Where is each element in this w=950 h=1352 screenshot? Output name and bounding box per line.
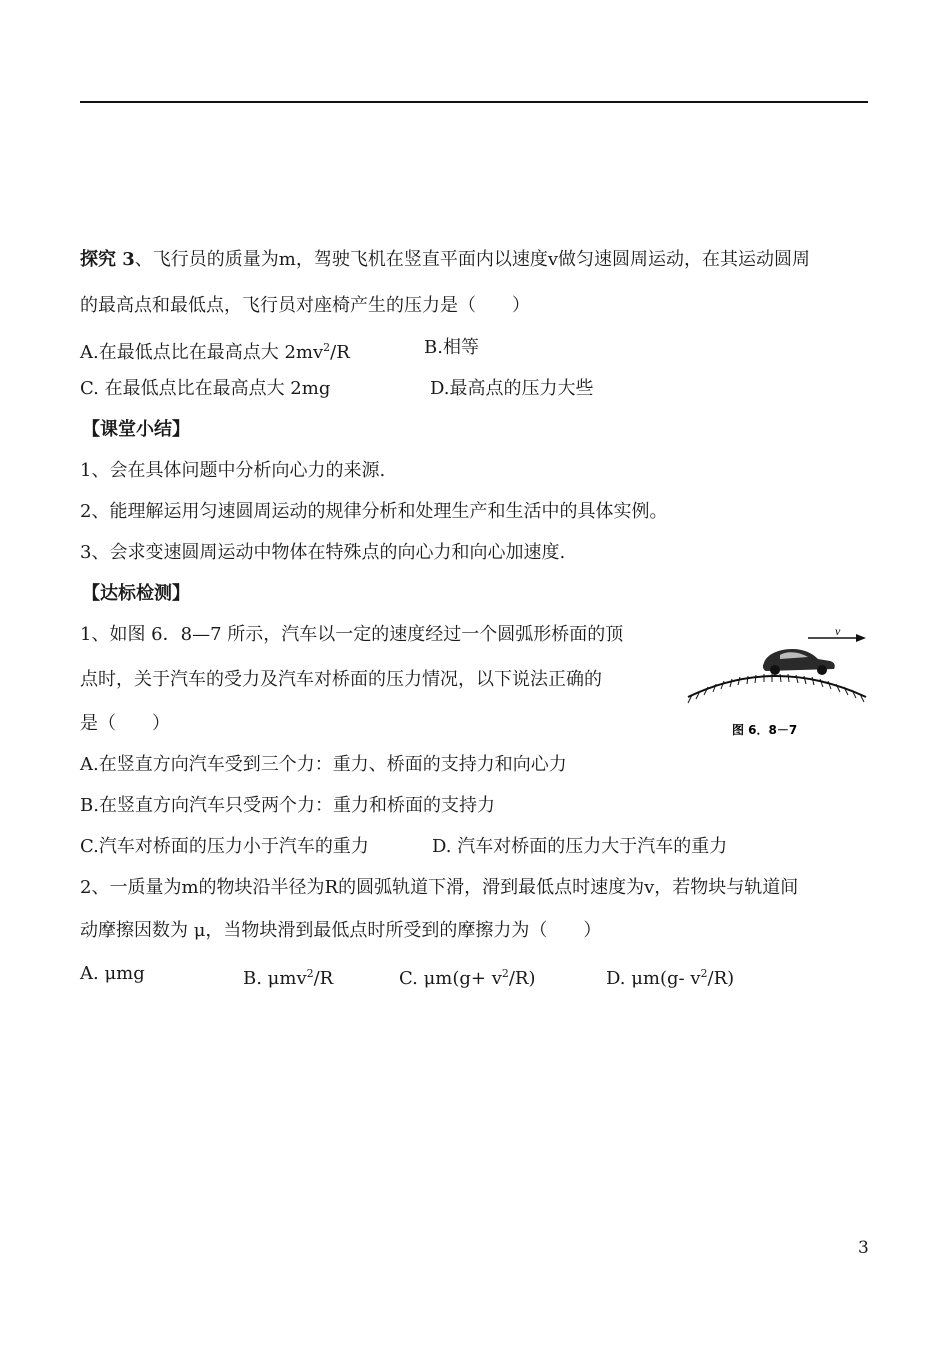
header-rule [80,101,868,103]
test-q2-line2: 动摩擦因数为 μ，当物块滑到最低点时所受到的摩擦力为（ ） [80,920,602,941]
q3-option-a: A.在最低点比在最高点大 $2mv^2/R$ [80,341,350,363]
test-q1-option-d: D. 汽车对桥面的压力大于汽车的重力 [432,836,728,857]
test-q1-option-b: B.在竖直方向汽车只受两个力：重力和桥面的支持力 [80,795,495,816]
test-q1-line2: 点时，关于汽车的受力及汽车对桥面的压力情况，以下说法正确的 [80,669,602,690]
figure-caption: 图 6．8－7 [732,723,798,737]
test-q1-line1: 1、如图 6．8—7 所示，汽车以一定的速度经过一个圆弧形桥面的顶 [80,624,624,645]
test-q1-option-a: A.在竖直方向汽车受到三个力：重力、桥面的支持力和向心力 [80,754,567,775]
test-q2-option-c: C. $\mu m(g+ v^2/R)$ [399,967,536,989]
q3-option-d: D.最高点的压力大些 [430,378,594,399]
summary-heading: 【课堂小结】 [82,419,190,440]
test-q2-line1: 2、一质量为m的物块沿半径为R的圆弧轨道下滑，滑到最低点时速度为v，若物块与轨道间 [80,877,799,898]
test-q1-line3: 是（ ） [80,713,170,734]
test-q2-option-b: B. μmv$^2$/R [243,967,334,989]
summary-item-2: 2、能理解运用匀速圆周运动的规律分析和处理生产和生活中的具体实例。 [80,501,668,522]
summary-item-1: 1、会在具体问题中分析向心力的来源. [80,460,386,481]
q3-option-c: C. 在最低点比在最高点大 2mg [80,378,331,399]
test-q1-option-c: C.汽车对桥面的压力小于汽车的重力 [80,836,369,857]
test-q2-option-d: D. μm(g- $v^2/R$) [606,967,735,989]
car-icon [763,649,835,675]
summary-item-3: 3、会求变速圆周运动中物体在特殊点的向心力和向心加速度. [80,542,566,563]
bridge-diagram [680,625,875,745]
q3-option-b: B.相等 [424,337,479,358]
q3-stem-line1: 探究 3、飞行员的质量为m，驾驶飞机在竖直平面内以速度v做匀速圆周运动，在其运动圆周 [80,249,811,270]
q3-label: 探究 3 [80,249,135,270]
bridge-hatch [688,674,864,703]
test-heading: 【达标检测】 [82,583,190,604]
velocity-label: v [835,625,841,638]
test-q2-option-a: A. μmg [80,963,145,984]
bridge-car-figure [680,625,875,745]
page-number: 3 [858,1238,869,1258]
q3-stem-line2: 的最高点和最低点，飞行员对座椅产生的压力是（ ） [80,295,530,316]
